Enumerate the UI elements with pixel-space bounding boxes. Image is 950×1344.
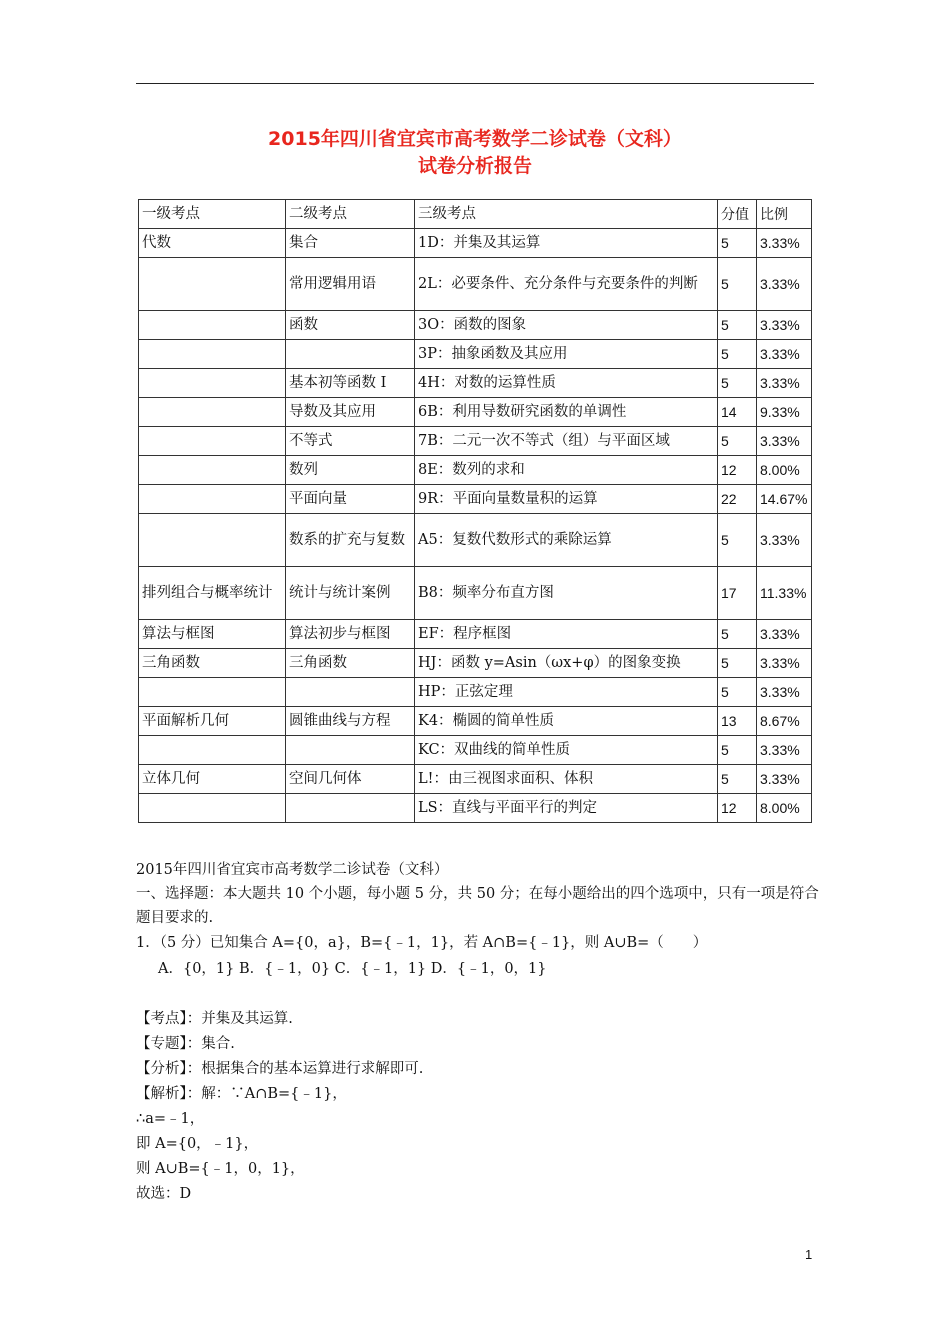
table-row: [139, 369, 812, 398]
table-cell: [139, 340, 286, 369]
table-cell: B8：频率分布直方图: [415, 567, 718, 620]
table-cell: 排列组合与概率统计: [139, 567, 286, 620]
table-cell: [139, 736, 286, 765]
table-cell: 12: [718, 456, 757, 485]
table-cell: 9.33%: [757, 398, 812, 427]
table-cell: 平面向量: [286, 485, 415, 514]
table-cell: 导数及其应用: [286, 398, 415, 427]
table-cell: 算法初步与框图: [286, 620, 415, 649]
table-cell: 5: [718, 514, 757, 567]
table-cell: 3.33%: [757, 649, 812, 678]
table-cell: 8E：数列的求和: [415, 456, 718, 485]
header-cell: 比例: [757, 200, 812, 229]
table-cell: 9R：平面向量数量积的运算: [415, 485, 718, 514]
table-row: [139, 229, 812, 258]
table-cell: LS：直线与平面平行的判定: [415, 794, 718, 823]
table-cell: 3.33%: [757, 765, 812, 794]
jiexi-line: 【解析】：解：∵A∩B={﹣1}，: [136, 1086, 347, 1102]
answer-line: 故选：D: [136, 1186, 192, 1202]
solution-step: ∴a=﹣1，: [136, 1111, 205, 1127]
table-cell: 4H：对数的运算性质: [415, 369, 718, 398]
table-cell: 5: [718, 427, 757, 456]
table-cell: HP：正弦定理: [415, 678, 718, 707]
table-cell: L!：由三视图求面积、体积: [415, 765, 718, 794]
table-cell: 3.33%: [757, 678, 812, 707]
table-cell: K4：椭圆的简单性质: [415, 707, 718, 736]
zhuanti-line: 【专题】：集合.: [136, 1036, 235, 1052]
table-cell: 空间几何体: [286, 765, 415, 794]
table-cell: HJ：函数 y=Asin（ωx+φ）的图象变换: [415, 649, 718, 678]
table-cell: 三角函数: [139, 649, 286, 678]
header-rule: [136, 83, 814, 84]
table-cell: 8.67%: [757, 707, 812, 736]
table-cell: 5: [718, 678, 757, 707]
table-cell: 6B：利用导数研究函数的单调性: [415, 398, 718, 427]
table-row: [139, 736, 812, 765]
table-cell: 5: [718, 229, 757, 258]
table-cell: 5: [718, 620, 757, 649]
table-cell: 3P：抽象函数及其应用: [415, 340, 718, 369]
table-cell: [139, 369, 286, 398]
table-cell: [139, 794, 286, 823]
table-cell: [139, 427, 286, 456]
report-title: 2015年四川省宜宾市高考数学二诊试卷（文科）: [268, 128, 682, 150]
table-row: [139, 456, 812, 485]
table-cell: 数列: [286, 456, 415, 485]
table-cell: 13: [718, 707, 757, 736]
solution-step: 则 A∪B={﹣1，0，1}，: [136, 1161, 305, 1177]
question-stem: 1．（5 分）已知集合 A={0，a}，B={﹣1，1}，若 A∩B={﹣1}，则 A∪B=（ ）: [136, 935, 708, 951]
table-cell: 8.00%: [757, 456, 812, 485]
table-cell: 5: [718, 649, 757, 678]
table-cell: [286, 794, 415, 823]
table-cell: 17: [718, 567, 757, 620]
section-intro: 一、选择题：本大题共 10 个小题，每小题 5 分，共 50 分；在每小题给出的四个选项中，只有一项是符合题目要求的.: [136, 886, 819, 926]
header-cell: 一级考点: [139, 200, 286, 229]
kaodian-line: 【考点】：并集及其运算.: [136, 1011, 293, 1027]
table-cell: 14.67%: [757, 485, 812, 514]
table-cell: 3.33%: [757, 369, 812, 398]
table-cell: 常用逻辑用语: [286, 258, 415, 311]
table-cell: 立体几何: [139, 765, 286, 794]
table-cell: 5: [718, 736, 757, 765]
table-cell: 2L：必要条件、充分条件与充要条件的判断: [415, 258, 718, 311]
table-cell: [139, 456, 286, 485]
analysis-table: [138, 199, 812, 823]
table-cell: 三角函数: [286, 649, 415, 678]
table-cell: 数系的扩充与复数: [286, 514, 415, 567]
report-subtitle: 试卷分析报告: [417, 155, 532, 177]
table-cell: 集合: [286, 229, 415, 258]
table-cell: [139, 678, 286, 707]
solution-step: 即 A={0，﹣1}，: [136, 1136, 259, 1152]
table-cell: [139, 311, 286, 340]
table-cell: 基本初等函数 I: [286, 369, 415, 398]
table-cell: 7B：二元一次不等式（组）与平面区域: [415, 427, 718, 456]
paper-title: 2015年四川省宜宾市高考数学二诊试卷（文科）: [136, 862, 449, 878]
table-cell: 22: [718, 485, 757, 514]
table-cell: [286, 678, 415, 707]
header-cell: 分值: [718, 200, 757, 229]
table-row: [139, 340, 812, 369]
table-header-row: [139, 200, 812, 229]
table-cell: 3.33%: [757, 736, 812, 765]
table-cell: 3.33%: [757, 229, 812, 258]
table-row: [139, 678, 812, 707]
table-cell: 12: [718, 794, 757, 823]
table-cell: 8.00%: [757, 794, 812, 823]
table-row: [139, 485, 812, 514]
table-row: [139, 567, 812, 620]
header-cell: 二级考点: [286, 200, 415, 229]
header-cell: 三级考点: [415, 200, 718, 229]
table-row: [139, 620, 812, 649]
page-number: 1: [805, 1247, 813, 1262]
table-cell: 3.33%: [757, 340, 812, 369]
table-cell: KC：双曲线的简单性质: [415, 736, 718, 765]
table-row: [139, 311, 812, 340]
table-cell: 11.33%: [757, 567, 812, 620]
table-cell: [139, 398, 286, 427]
table-cell: [139, 485, 286, 514]
table-row: [139, 794, 812, 823]
table-cell: 函数: [286, 311, 415, 340]
table-cell: 5: [718, 765, 757, 794]
table-row: [139, 707, 812, 736]
table-row: [139, 427, 812, 456]
table-cell: 3.33%: [757, 311, 812, 340]
question-options: A．{0，1} B．{﹣1，0} C．{﹣1，1} D．{﹣1，0，1}: [158, 961, 547, 977]
table-cell: [139, 258, 286, 311]
table-cell: EF：程序框图: [415, 620, 718, 649]
table-cell: 3.33%: [757, 427, 812, 456]
table-row: [139, 514, 812, 567]
table-cell: [286, 736, 415, 765]
fenxi-line: 【分析】：根据集合的基本运算进行求解即可.: [136, 1061, 424, 1077]
table-cell: 算法与框图: [139, 620, 286, 649]
table-cell: 5: [718, 258, 757, 311]
table-cell: 统计与统计案例: [286, 567, 415, 620]
table-cell: 14: [718, 398, 757, 427]
table-row: [139, 649, 812, 678]
table-cell: 3.33%: [757, 258, 812, 311]
table-row: [139, 765, 812, 794]
table-cell: 5: [718, 340, 757, 369]
table-row: [139, 258, 812, 311]
table-cell: 平面解析几何: [139, 707, 286, 736]
table-cell: [286, 340, 415, 369]
table-cell: 不等式: [286, 427, 415, 456]
table-cell: 3O：函数的图象: [415, 311, 718, 340]
table-cell: 5: [718, 311, 757, 340]
table-cell: [139, 514, 286, 567]
table-cell: 圆锥曲线与方程: [286, 707, 415, 736]
table-cell: 5: [718, 369, 757, 398]
table-cell: 3.33%: [757, 620, 812, 649]
table-cell: 1D：并集及其运算: [415, 229, 718, 258]
table-row: [139, 398, 812, 427]
table-cell: 3.33%: [757, 514, 812, 567]
table-cell: A5：复数代数形式的乘除运算: [415, 514, 718, 567]
table-cell: 代数: [139, 229, 286, 258]
